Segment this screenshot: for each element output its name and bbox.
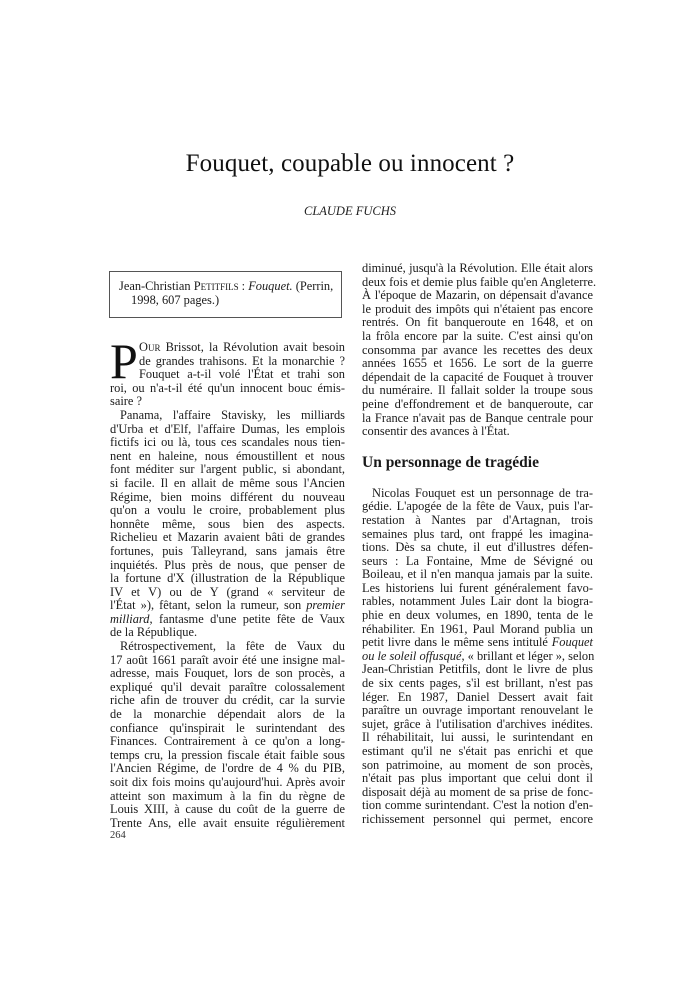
text-line: deux fois et demie plus faible qu'en Angleterre. bbox=[362, 274, 597, 289]
text-line: tion comme surintendant. C'est la notion d'en- bbox=[362, 798, 593, 813]
text-line: nent en haleine, nous émoustillent et nous bbox=[110, 448, 345, 463]
text-line: Richelieu et Mazarin avaient bâti de grandes bbox=[110, 530, 345, 545]
book-author-first: Jean-Christian bbox=[119, 279, 191, 293]
right-column-paragraph-continued bbox=[362, 261, 597, 439]
text-line: Panama, l'affaire Stavisky, les milliards bbox=[120, 407, 345, 422]
text-line: roi, ou n'a-t-il été qu'un innocent bouc émis- bbox=[110, 380, 345, 395]
text-line: fortunes, puis Talleyrand, sans jamais être bbox=[110, 543, 345, 558]
text-line: inquiétés. Plus près de nous, que penser de bbox=[110, 557, 345, 572]
text-line: la France n'avait pas de Banque centrale pour bbox=[362, 410, 593, 425]
text-line: restation à Nantes par d'Artagnan, trois bbox=[362, 512, 593, 527]
text-line: rentrés. On fit banqueroute en 1648, et on bbox=[362, 315, 593, 330]
text-line: tions. Dès sa chute, il eut d'illustres défen- bbox=[362, 540, 593, 555]
drop-cap: P bbox=[110, 333, 138, 389]
text-line: confiance qu'inspirait le surintendant des bbox=[110, 720, 345, 735]
page-number: 264 bbox=[110, 830, 126, 841]
right-column-paragraph-tragedy bbox=[362, 487, 593, 827]
text-line: léger. En 1987, Daniel Dessert avait fait bbox=[362, 689, 593, 704]
text-line: son patrimoine, au moment de son procès, bbox=[362, 757, 593, 772]
text-line: Boileau, et il n'en manqua jamais par la suite. bbox=[362, 567, 593, 582]
text-line: sujet, grâce à l'utilisation d'archives inédites. bbox=[362, 716, 593, 731]
section-heading: Un personnage de tragédie bbox=[362, 453, 539, 471]
right-column bbox=[362, 261, 597, 827]
text-line: honnête même, sous bien des aspects. bbox=[110, 516, 345, 531]
book-reference-box bbox=[109, 271, 342, 318]
text-line: atteint son maximum à la fin du règne de bbox=[110, 788, 345, 803]
text-line: années 1655 et 1656. Le sort de la guerre bbox=[362, 356, 593, 371]
text-line: dépendait de la capacité de Fouquet à trouver bbox=[362, 369, 593, 384]
text-line: font méditer sur l'argent public, si abondant, bbox=[110, 462, 345, 477]
text-line: l'État »), fêtant, selon la rumeur, son premier bbox=[110, 598, 345, 613]
text-line: de la monarchie dépendait alors de la bbox=[110, 707, 345, 722]
text-line: Nicolas Fouquet est un personnage de tra- bbox=[372, 485, 593, 500]
text-line: de six cents pages, s'il est brillant, n'est pas bbox=[362, 676, 593, 691]
text-line: Les historiens lui furent généralement favo- bbox=[362, 580, 593, 595]
text-line: n'était pas plus important que celui dont il bbox=[362, 771, 593, 786]
text-line: si facile. Il en allait de même sous l'Ancien bbox=[110, 475, 345, 490]
text-line: Jean-Christian Petitfils, dont le livre de plus bbox=[362, 662, 593, 677]
text-line: Our Brissot, la Révolution avait besoin bbox=[139, 340, 345, 354]
text-line: Il réhabilitait, lui aussi, le surintendant en bbox=[362, 730, 593, 745]
text-line: milliard, fantasme d'une petite fête de Vaux bbox=[110, 611, 345, 626]
text-line: Louis XIII, à cause du coût de la guerre de bbox=[110, 802, 345, 817]
book-publisher: (Perrin, bbox=[292, 279, 334, 293]
text-line: la fortune d'X (illustration de la République bbox=[110, 571, 345, 586]
text-line: gédie. L'apogée de la fête de Vaux, puis l'ar- bbox=[362, 499, 593, 514]
text-line: ou le soleil offusqué, « brillant et léger », selon bbox=[362, 648, 595, 663]
left-column bbox=[110, 341, 345, 830]
text-line: Trente Ans, elle avait ensuite régulièrement bbox=[110, 815, 345, 830]
text-line: peine d'effondrement et de banqueroute, car bbox=[362, 396, 593, 411]
text-line: Finances. Contrairement à ce qu'on a long- bbox=[110, 734, 345, 749]
text-line: consentir des avances à l'État. bbox=[362, 424, 510, 439]
text-line: richissement personnel qui permet, encore bbox=[362, 811, 593, 826]
text-line: phie en deux volumes, en 1890, tenta de le bbox=[362, 608, 593, 623]
text-line: consomma par avance les recettes des deux bbox=[362, 342, 593, 357]
text-line: diminué, jusqu'à la Révolution. Elle était alors bbox=[362, 261, 593, 275]
article-author: CLAUDE FUCHS bbox=[303, 204, 397, 218]
text-line: de la République. bbox=[110, 625, 198, 640]
text-line: Régime, bien moins différent du nouveau bbox=[110, 489, 345, 504]
article-title: Fouquet, coupable ou innocent ? bbox=[185, 150, 515, 177]
text-line: la frôla encore par la suite. C'est ainsi qu'on bbox=[362, 328, 593, 343]
text-line: petit livre dans le même sens intitulé Fouquet bbox=[362, 635, 593, 650]
text-line: temps cru, la pression fiscale était faible sous bbox=[110, 747, 345, 762]
text-line: disposait déjà au moment de sa prise de fonc- bbox=[362, 784, 593, 799]
text-line: saire ? bbox=[110, 394, 142, 409]
text-line: seurs : La Fontaine, Mme de Sévigné ou bbox=[362, 553, 593, 568]
book-separator: : bbox=[238, 279, 249, 293]
text-line: À l'époque de Mazarin, on dépensait d'avance bbox=[362, 288, 593, 303]
book-reference-line-1 bbox=[119, 280, 333, 294]
text-line: Rétrospectivement, la fête de Vaux du bbox=[120, 639, 345, 654]
text-line: d'Urba et d'Elf, l'affaire Dumas, les emplois bbox=[110, 421, 345, 436]
italic-text: Fouquet bbox=[551, 635, 593, 650]
text-line: adresse, mais Fouquet, lors de son procès, a bbox=[110, 666, 345, 681]
text-line: estimant qu'il ne s'était pas enrichi et que bbox=[362, 744, 593, 758]
text-line: IV et V) ou de Y (grand « serviteur de bbox=[110, 584, 345, 599]
book-title: Fouquet. bbox=[248, 279, 293, 293]
text-line: de grandes trahisons. Et la monarchie ? bbox=[139, 353, 345, 368]
text-line: rables, notamment Jules Lair dont la biogra- bbox=[362, 594, 593, 609]
small-caps-lead: Our bbox=[139, 340, 161, 354]
text-line: du numéraire. Il fallait solder la troupe sous bbox=[362, 383, 593, 398]
text-line: Fouquet a-t-il volé l'État et trahi son bbox=[139, 367, 345, 382]
italic-text: premier bbox=[306, 598, 345, 613]
book-author-last: Petitfils bbox=[193, 279, 239, 293]
text-line: le produit des impôts qui n'étaient pas encore bbox=[362, 301, 593, 316]
text-line: soit dix fois moins qu'aujourd'hui. Après avoir bbox=[110, 775, 345, 789]
text-line: semaines plus tard, ont frappé les imagina- bbox=[362, 526, 593, 541]
text-line: paraître un ouvrage important renouvelant le bbox=[362, 703, 593, 718]
italic-text: ou le soleil offusqué bbox=[362, 648, 462, 663]
text-line: qu'on a voulu le croire, probablement plus bbox=[110, 503, 345, 518]
text-line: expliqué qu'il devait paraître colossalement bbox=[110, 679, 345, 694]
text-line: 17 août 1661 paraît avoir été une insigne mal- bbox=[110, 652, 345, 667]
text-line: l'Ancien Régime, de l'ordre de 4 % du PIB, bbox=[110, 761, 345, 776]
text-line: riche afin de trouver du crédit, car la survie bbox=[110, 693, 345, 708]
book-reference-line-2: 1998, 607 pages.) bbox=[131, 292, 220, 307]
text-line: réhabiliter. En 1961, Paul Morand publia un bbox=[362, 621, 593, 636]
italic-text: milliard bbox=[110, 611, 150, 626]
text-line: fictifs ici ou là, tous ces scandales nous tien- bbox=[110, 435, 345, 450]
